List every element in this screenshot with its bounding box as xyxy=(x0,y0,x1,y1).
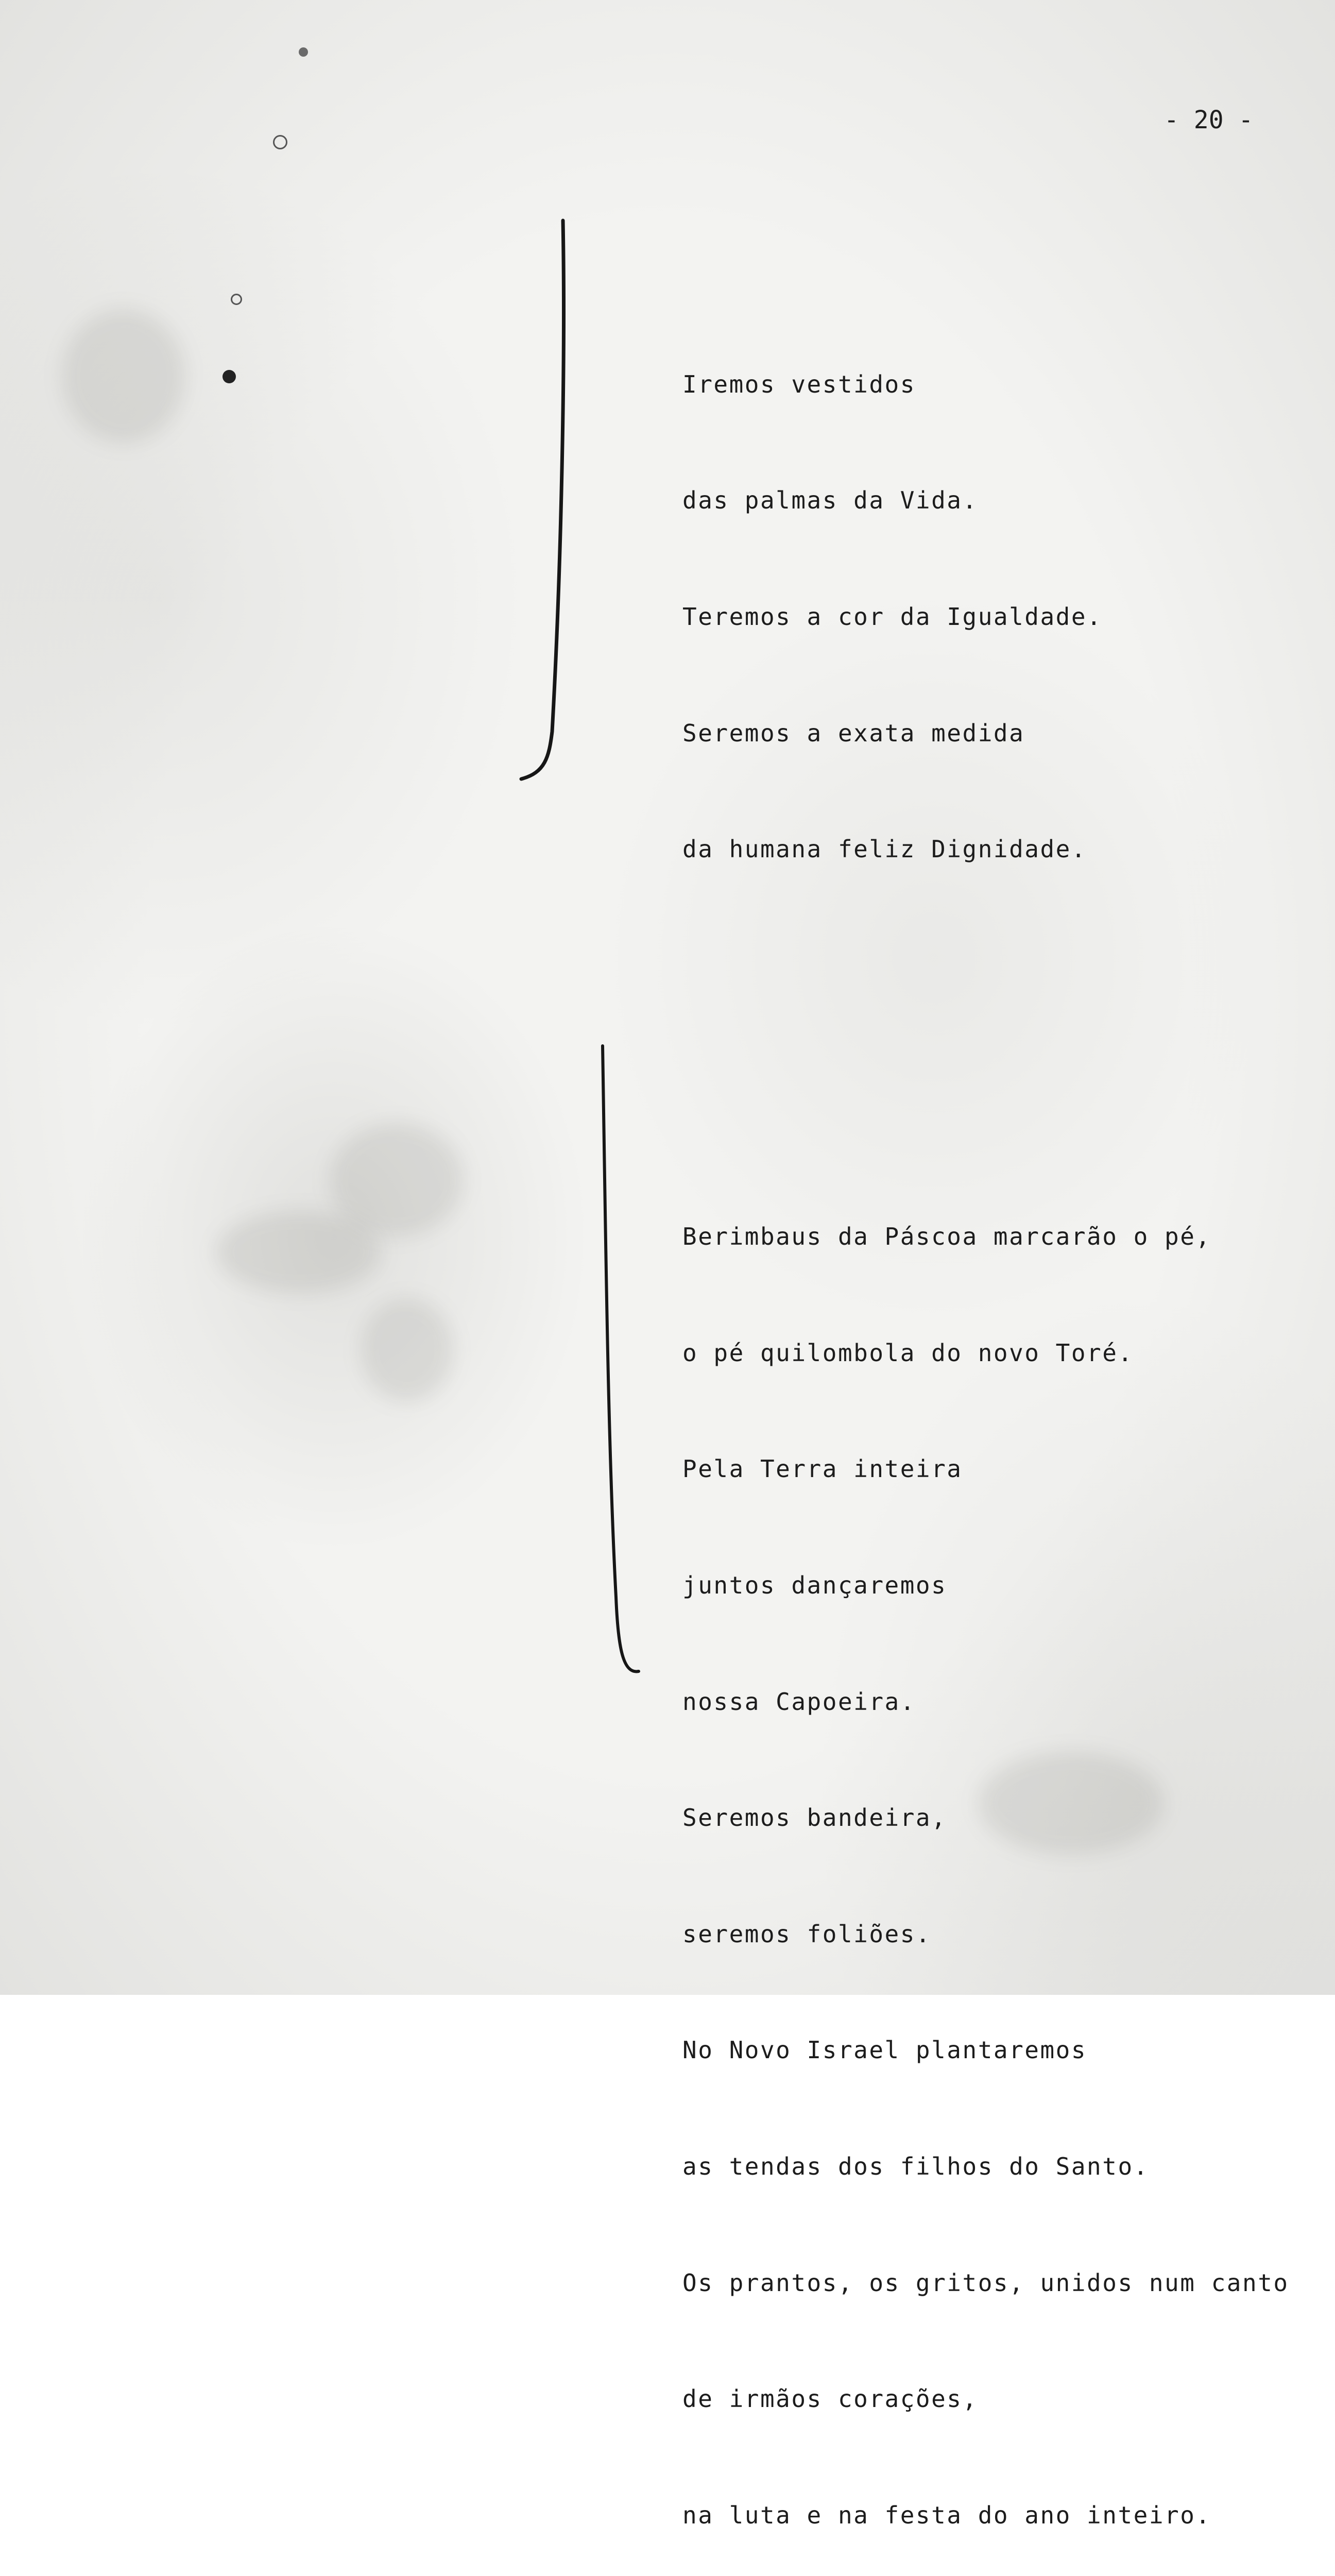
ink-spot xyxy=(299,47,308,57)
page-number: - 20 - xyxy=(1164,106,1254,134)
ink-spot xyxy=(222,370,236,383)
poem-line: o pé quilombola do novo Toré. xyxy=(682,1338,1134,1367)
poem-line: Os prantos, os gritos, unidos num canto xyxy=(682,2268,1289,2297)
poem-line: Teremos a cor da Igualdade. xyxy=(682,603,1103,631)
poem-line: na luta e na festa do ano inteiro. xyxy=(682,2501,1211,2529)
poem-line: juntos dançaremos xyxy=(682,1571,947,1599)
paper-stain xyxy=(361,1298,453,1401)
poem-text xyxy=(682,210,1289,2576)
poem-line: Seremos bandeira, xyxy=(682,1804,947,1832)
poem-line: Iremos vestidos xyxy=(682,370,916,398)
poem-line: das palmas da Vida. xyxy=(682,486,978,515)
paper-stain xyxy=(216,1211,381,1293)
ink-spot xyxy=(273,135,287,149)
poem-line: Seremos a exata medida xyxy=(682,719,1025,747)
poem-line: as tendas dos filhos do Santo. xyxy=(682,2152,1149,2180)
poem-line: nossa Capoeira. xyxy=(682,1687,916,1716)
poem-line: da humana feliz Dignidade. xyxy=(682,835,1087,863)
stanza-1 xyxy=(682,287,1289,946)
poem-line: seremos foliões. xyxy=(682,1920,932,1948)
paper-stain xyxy=(62,309,185,443)
poem-line: Berimbaus da Páscoa marcarão o pé, xyxy=(682,1223,1211,1251)
poem-line: Pela Terra inteira xyxy=(682,1455,963,1483)
poem-line: de irmãos corações, xyxy=(682,2385,978,2413)
ink-spot xyxy=(231,294,242,305)
stanza-2 xyxy=(682,1140,1289,2576)
poem-line: No Novo Israel plantaremos xyxy=(682,2036,1087,2064)
stanza-gap xyxy=(682,1024,1289,1062)
